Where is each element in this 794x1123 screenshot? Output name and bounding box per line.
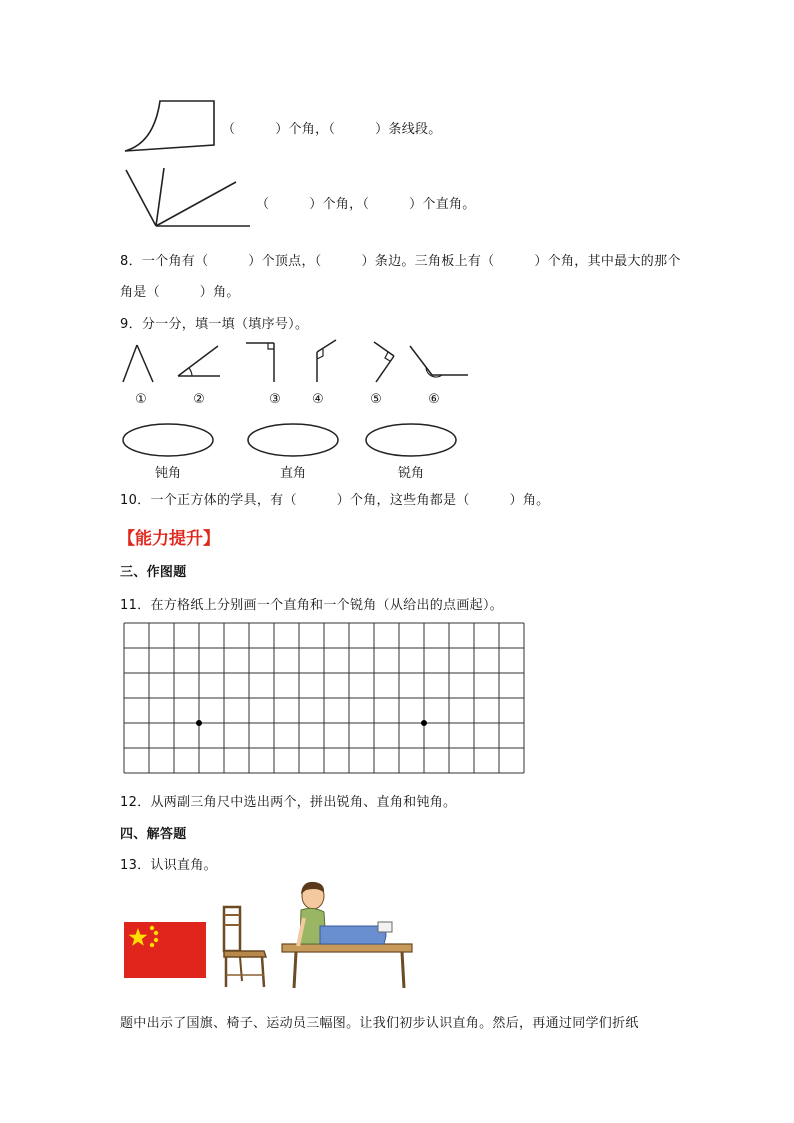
section-title: 【能力提升】 [118, 529, 220, 549]
grid-start-point [196, 720, 202, 726]
question-13-body: 题中出示了国旗、椅子、运动员三幅图。让我们初步认识直角。然后，再通过同学们折纸 [120, 1016, 639, 1031]
angle-figure-1 [120, 342, 156, 384]
angle-figure-2 [176, 344, 222, 378]
question-13: 13．认识直角。 [120, 858, 217, 873]
flag-small-star [154, 931, 158, 935]
figure-label-4: ④ [312, 392, 324, 407]
curved-quadrilateral-figure [122, 98, 222, 158]
angle-figure-5 [370, 340, 404, 384]
question-8-line2: 角是（ ）角。 [120, 285, 240, 300]
question-10: 10．一个正方体的学具，有（ ）个角，这些角都是（ ）角。 [120, 493, 550, 508]
answer-ellipse-right[interactable] [246, 422, 340, 458]
figure-label-3: ③ [269, 392, 281, 407]
national-flag-image [124, 922, 206, 978]
angle-figure-3 [244, 340, 280, 384]
question-9: 9．分一分，填一填（填序号）。 [120, 317, 309, 332]
flag-background [124, 922, 206, 978]
lines-angle-figure [122, 166, 252, 230]
flag-small-star [154, 938, 158, 942]
section-4-heading: 四、解答题 [120, 827, 187, 842]
flag-small-star [150, 943, 154, 947]
group-label-obtuse: 钝角 [154, 466, 181, 481]
section-3-heading: 三、作图题 [120, 565, 187, 580]
athlete-image [276, 878, 416, 990]
group-label-acute: 锐角 [397, 466, 424, 481]
square-grid-paper[interactable] [123, 622, 525, 774]
question-shape1-text: （ ）个角，（ ）条线段。 [222, 122, 442, 137]
question-8-line1: 8．一个角有（ ）个顶点，（ ）条边。三角板上有（ ）个角，其中最大的那个 [120, 254, 681, 269]
figure-label-1: ① [135, 392, 147, 407]
figure-label-5: ⑤ [370, 392, 382, 407]
figure-label-6: ⑥ [428, 392, 440, 407]
answer-ellipse-obtuse[interactable] [121, 422, 215, 458]
angle-figure-6 [408, 344, 470, 378]
figure-label-2: ② [193, 392, 205, 407]
angle-figure-4 [312, 338, 342, 384]
question-12: 12．从两副三角尺中选出两个，拼出锐角、直角和钝角。 [120, 795, 457, 810]
group-label-right: 直角 [279, 466, 306, 481]
question-shape2-text: （ ）个角，（ ）个直角。 [256, 197, 476, 212]
question-11: 11．在方格纸上分别画一个直角和一个锐角（从给出的点画起）。 [120, 598, 504, 613]
chair-image [220, 905, 270, 989]
flag-small-star [150, 926, 154, 930]
answer-ellipse-acute[interactable] [364, 422, 458, 458]
grid-start-point [421, 720, 427, 726]
